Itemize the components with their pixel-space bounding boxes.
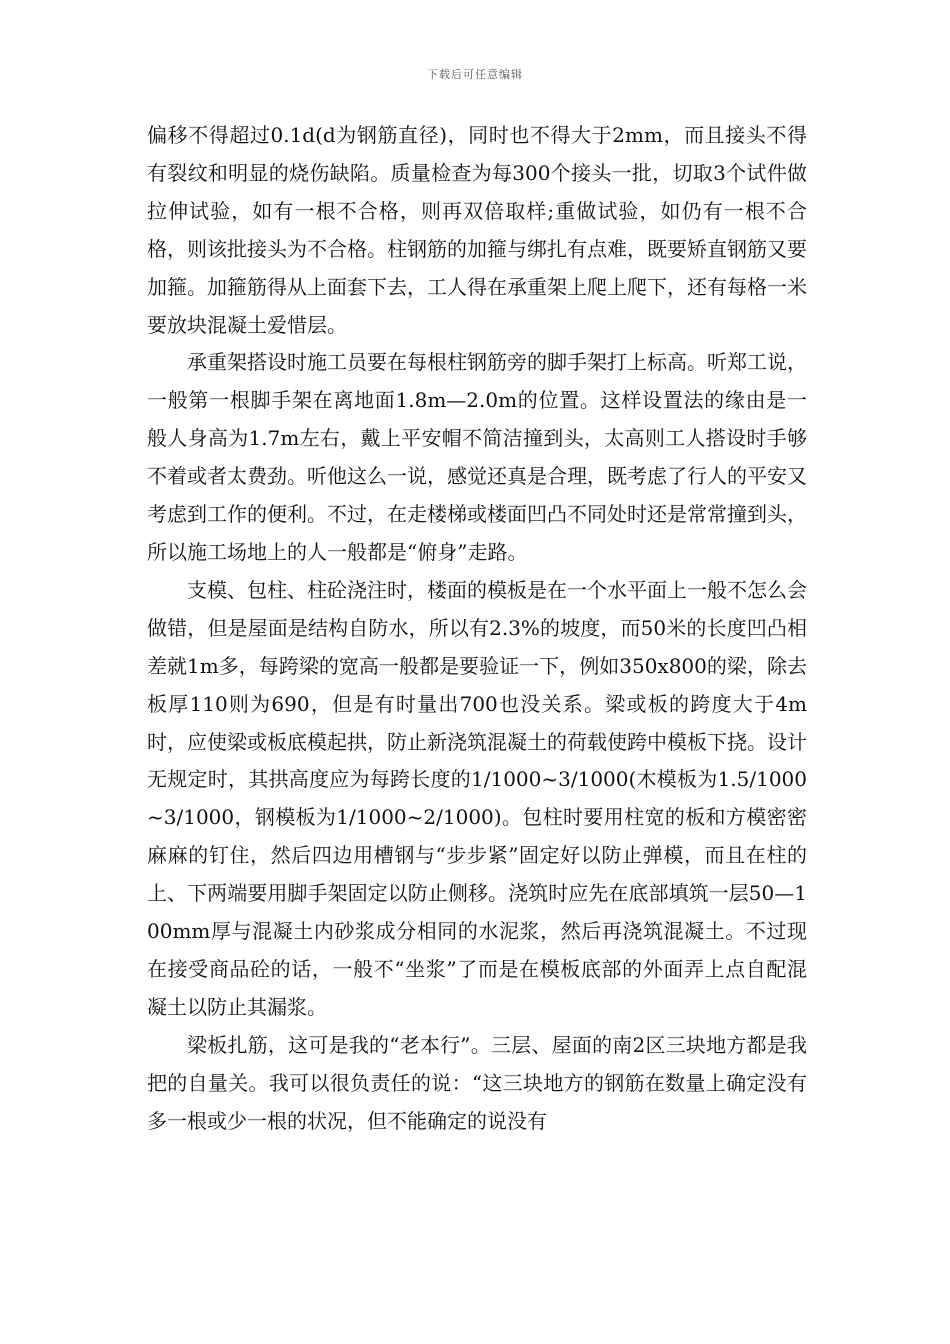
paragraph-3: 支模、包柱、柱砼浇注时，楼面的模板是在一个水平面上一般不怎么会做错，但是屋面是结构自防水，所以有2.3%的坡度，而50米的长度凹凸相差就1m多，每跨梁的宽高一般都是要验证一下，例如350x800的梁，除去板厚110则为690，但是有时量出700也没关系。梁或板的跨度大于4m时，应使梁或板底模起拱，防止新浇筑混凝土的荷载使跨中模板下挠。设计无规定时，其拱高度应为每跨长度的1/1000~3/1000(木模板为1.5/1000~3/1000，钢模板为1/1000~2/1000)。包柱时要用柱宽的板和方模密密麻麻的钉住，然后四边用槽钢与“步步紧”固定好以防止弹模，而且在柱的上、下两端要用脚手架固定以防止侧移。浇筑时应先在底部填筑一层50—100mm厚与混凝土内砂浆成分相同的水泥浆，然后再浇筑混凝土。不过现在接受商品砼的话，一般不“坐浆”了而是在模板底部的外面弄上点自配混凝土以防止其漏浆。 — [147, 577, 807, 1019]
page-header: 下载后可任意编辑 — [427, 68, 523, 81]
paragraph-4: 梁板扎筋，这可是我的“老本行”。三层、屋面的南2区三块地方都是我把的自量关。我可以很负责任的说：“这三块地方的钢筋在数量上确定没有多一根或少一根的状况，但不能确定的说没有 — [147, 1032, 807, 1133]
paragraph-1: 偏移不得超过0.1d(d为钢筋直径)，同时也不得大于2mm，而且接头不得有裂纹和明显的烧伤缺陷。质量检查为每300个接头一批，切取3个试件做拉伸试验，如有一根不合格，则再双倍取样;重做试验，如仍有一根不合格，则该批接头为不合格。柱钢筋的加箍与绑扎有点难，既要矫直钢筋又要加箍。加箍筋得从上面套下去，工人得在承重架上爬上爬下，还有每格一米要放块混凝土爱惜层。 — [147, 123, 807, 337]
paragraph-2: 承重架搭设时施工员要在每根柱钢筋旁的脚手架打上标高。听郑工说，一般第一根脚手架在离地面1.8m—2.0m的位置。这样设置法的缘由是一般人身高为1.7m左右，戴上平安帽不简洁撞到头，太高则工人搭设时手够不着或者太费劲。听他这么一说，感觉还真是合理，既考虑了行人的平安又考虑到工作的便利。不过，在走楼梯或楼面凹凸不同处时还是常常撞到头，所以施工场地上的人一般都是“俯身”走路。 — [147, 350, 807, 564]
document-body — [147, 117, 807, 1140]
